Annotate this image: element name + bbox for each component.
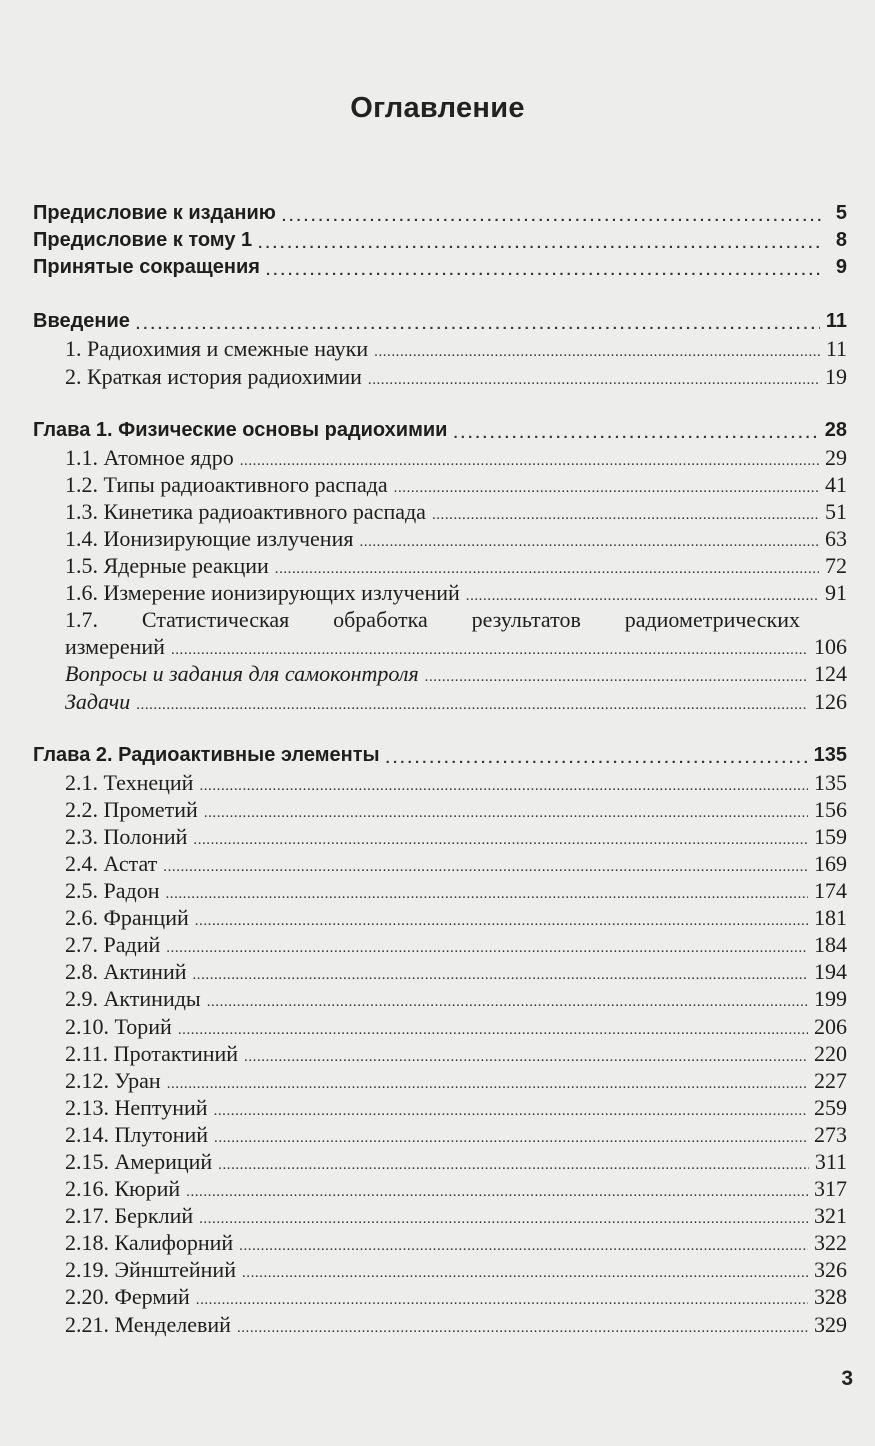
toc-entry-page-number: 329: [814, 1311, 847, 1337]
table-of-contents: [33, 200, 847, 1338]
toc-entry-label: 2.6. Франций: [65, 905, 189, 931]
toc-entry-label: Задачи: [65, 688, 131, 714]
toc-entry-page-number: 184: [814, 932, 847, 958]
toc-entry-label: 1.2. Типы радиоактивного распада: [65, 471, 388, 497]
toc-entry[interactable]: [33, 335, 847, 362]
toc-entry[interactable]: [33, 742, 847, 769]
dot-leader: [136, 308, 820, 335]
toc-entry-label: 2.12. Уран: [65, 1067, 161, 1093]
toc-entry-label: 1.7. Статистическая обработка результатов радиометрических: [65, 607, 800, 633]
dot-leader: [218, 1148, 809, 1175]
dot-leader: [166, 931, 808, 958]
dot-leader: [394, 471, 819, 498]
toc-entry-label: 2.16. Кюрий: [65, 1176, 181, 1202]
dot-leader: [275, 552, 819, 579]
dot-leader: [193, 823, 808, 850]
toc-entry[interactable]: [33, 1256, 847, 1283]
dot-leader: [466, 579, 819, 606]
toc-entry-page-number: 135: [813, 743, 847, 766]
dot-leader: [425, 660, 808, 687]
toc-entry[interactable]: [33, 1040, 847, 1067]
toc-entry[interactable]: [33, 362, 847, 389]
dot-leader: [214, 1094, 808, 1121]
toc-entry-page-number: 124: [814, 661, 847, 687]
toc-entry[interactable]: [33, 931, 847, 958]
dot-leader: [432, 498, 819, 525]
toc-entry[interactable]: [33, 1012, 847, 1039]
dot-leader: [237, 1311, 808, 1338]
toc-entry-page-number: 194: [814, 959, 847, 985]
toc-entry-label: 1.6. Измерение ионизирующих излучений: [65, 580, 460, 606]
dot-leader: [214, 1121, 808, 1148]
toc-entry[interactable]: [33, 444, 847, 471]
toc-entry-label: измерений: [65, 634, 165, 660]
section-gap: [33, 715, 847, 742]
toc-entry[interactable]: [33, 1094, 847, 1121]
toc-entry-page-number: 91: [825, 580, 847, 606]
toc-entry-label: 2.20. Фермий: [65, 1284, 190, 1310]
toc-entry[interactable]: [33, 227, 847, 254]
dot-leader: [242, 1256, 808, 1283]
dot-leader: [239, 1229, 808, 1256]
toc-entry[interactable]: [33, 1148, 847, 1175]
toc-entry-page-number: 29: [825, 444, 847, 470]
toc-section: [33, 417, 847, 715]
toc-entry-label: 2.9. Актиниды: [65, 986, 201, 1012]
toc-entry-label: 1. Радиохимия и смежные науки: [65, 336, 369, 362]
toc-entry-page-number: 206: [814, 1013, 847, 1039]
toc-entry[interactable]: [33, 769, 847, 796]
toc-entry-page-number: 328: [814, 1284, 847, 1310]
toc-entry-label: 2.14. Плутоний: [65, 1121, 209, 1147]
toc-entry-page-number: 322: [814, 1230, 847, 1256]
toc-entry[interactable]: [33, 1121, 847, 1148]
dot-leader: [165, 877, 808, 904]
toc-entry-page-number: 135: [814, 769, 847, 795]
dot-leader: [195, 904, 808, 931]
toc-entry[interactable]: [33, 850, 847, 877]
toc-entry-page-number: 311: [814, 1149, 847, 1174]
toc-entry-page-number: 273: [814, 1121, 847, 1147]
toc-entry-page-number: 5: [835, 202, 847, 225]
toc-entry[interactable]: [33, 1202, 847, 1229]
toc-entry-page-number: 28: [824, 418, 847, 441]
toc-entry-label: 2.4. Астат: [65, 850, 158, 876]
dot-leader: [136, 688, 808, 715]
dot-leader: [374, 335, 820, 362]
toc-entry[interactable]: [33, 254, 847, 281]
dot-leader: [199, 1202, 808, 1229]
toc-entry-label: 1.1. Атомное ядро: [65, 444, 234, 470]
toc-entry-label: 1.5. Ядерные реакции: [65, 553, 269, 579]
dot-leader: [178, 1013, 808, 1040]
toc-entry-label: Введение: [33, 310, 130, 333]
toc-entry[interactable]: [33, 958, 847, 985]
toc-entry[interactable]: [33, 417, 847, 444]
toc-entry-label: 2.15. Америций: [65, 1149, 213, 1174]
toc-entry[interactable]: [33, 579, 847, 606]
dot-leader: [199, 769, 808, 796]
toc-entry-label: 2.13. Нептуний: [65, 1094, 208, 1120]
toc-entry-page-number: 51: [825, 498, 847, 524]
toc-entry-label: Предисловие к изданию: [33, 202, 276, 225]
toc-entry-label: 2.5. Радон: [65, 878, 160, 904]
toc-entry-page-number: 317: [814, 1176, 847, 1202]
toc-entry-label: 2.17. Берклий: [65, 1203, 194, 1229]
toc-entry[interactable]: [33, 985, 847, 1012]
dot-leader: [258, 227, 821, 254]
toc-entry-page-number: 199: [814, 986, 847, 1012]
section-gap: [33, 390, 847, 417]
toc-entry-page-number: 220: [814, 1040, 847, 1066]
page-number: 3: [841, 1367, 853, 1390]
page-title: Оглавление: [350, 92, 525, 124]
dot-leader: [196, 1283, 808, 1310]
dot-leader: [240, 444, 819, 471]
toc-entry-page-number: 63: [825, 526, 847, 552]
dot-leader: [453, 417, 818, 444]
toc-entry[interactable]: [33, 1283, 847, 1310]
toc-entry-page-number: 159: [814, 823, 847, 849]
dot-leader: [193, 958, 809, 985]
dot-leader: [186, 1175, 808, 1202]
toc-entry-label: 2.2. Прометий: [65, 796, 198, 822]
toc-entry[interactable]: [33, 823, 847, 850]
toc-entry[interactable]: [33, 796, 847, 823]
dot-leader: [244, 1040, 808, 1067]
toc-entry-page-number: 9: [835, 256, 847, 279]
toc-entry[interactable]: [33, 1067, 847, 1094]
toc-entry[interactable]: [33, 552, 847, 579]
toc-entry[interactable]: [33, 1229, 847, 1256]
toc-entry[interactable]: [33, 498, 847, 525]
toc-entry-page-number: 181: [814, 905, 847, 931]
dot-leader: [368, 363, 819, 390]
toc-entry[interactable]: [33, 633, 847, 660]
toc-entry-label: 2. Краткая история радиохимии: [65, 363, 362, 389]
dot-leader: [266, 254, 821, 281]
toc-entry-label: Вопросы и задания для самоконтроля: [65, 661, 419, 687]
toc-entry[interactable]: [33, 1310, 847, 1337]
toc-entry-label: 2.1. Технеций: [65, 769, 194, 795]
dot-leader: [167, 1067, 808, 1094]
toc-entry-page-number: 259: [814, 1094, 847, 1120]
toc-entry-page-number: 8: [835, 229, 847, 252]
toc-entry-page-number: 11: [825, 310, 847, 333]
dot-leader: [207, 985, 808, 1012]
toc-section: [33, 742, 847, 1338]
toc-entry[interactable]: [33, 904, 847, 931]
toc-entry[interactable]: [33, 471, 847, 498]
dot-leader: [386, 742, 808, 769]
dot-leader: [163, 850, 808, 877]
toc-entry-label: 1.3. Кинетика радиоактивного распада: [65, 498, 426, 524]
toc-section: [33, 308, 847, 389]
toc-entry-page-number: 106: [814, 634, 847, 660]
toc-entry[interactable]: [33, 606, 847, 633]
toc-entry[interactable]: [33, 687, 847, 714]
toc-entry-label: 2.18. Калифорний: [65, 1230, 234, 1256]
toc-entry-page-number: 227: [814, 1067, 847, 1093]
toc-entry-label: 2.19. Эйнштейний: [65, 1257, 236, 1283]
toc-entry-page-number: 326: [814, 1257, 847, 1283]
toc-entry-label: 2.10. Торий: [65, 1013, 172, 1039]
dot-leader: [171, 633, 808, 660]
toc-entry[interactable]: [33, 308, 847, 335]
toc-entry[interactable]: [33, 877, 847, 904]
toc-entry-label: 2.8. Актиний: [65, 959, 187, 985]
toc-entry-label: Принятые сокращения: [33, 256, 260, 279]
dot-leader: [359, 525, 819, 552]
toc-entry-page-number: 321: [814, 1203, 847, 1229]
toc-section: [33, 200, 847, 281]
toc-entry-page-number: 174: [814, 878, 847, 904]
toc-entry-label: 2.7. Радий: [65, 932, 161, 958]
toc-entry-page-number: 19: [825, 363, 847, 389]
toc-entry-page-number: 11: [825, 336, 847, 362]
dot-leader: [282, 200, 821, 227]
toc-entry[interactable]: [33, 1175, 847, 1202]
toc-entry-label: 1.4. Ионизирующие излучения: [65, 526, 354, 552]
dot-leader: [204, 796, 808, 823]
toc-entry-page-number: 169: [814, 850, 847, 876]
toc-entry-label: Глава 2. Радиоактивные элементы: [33, 743, 380, 766]
section-gap: [33, 281, 847, 308]
toc-entry[interactable]: [33, 200, 847, 227]
toc-entry-page-number: 156: [814, 796, 847, 822]
toc-entry-label: 2.21. Менделевий: [65, 1311, 231, 1337]
toc-entry-page-number: 126: [814, 688, 847, 714]
toc-entry-page-number: 72: [825, 553, 847, 579]
toc-entry-label: Глава 1. Физические основы радиохимии: [33, 418, 448, 441]
toc-entry-page-number: 41: [825, 471, 847, 497]
toc-entry-label: Предисловие к тому 1: [33, 229, 253, 252]
toc-entry-label: 2.3. Полоний: [65, 823, 188, 849]
toc-entry[interactable]: [33, 525, 847, 552]
toc-entry[interactable]: [33, 660, 847, 687]
toc-entry-label: 2.11. Протактиний: [65, 1040, 239, 1066]
